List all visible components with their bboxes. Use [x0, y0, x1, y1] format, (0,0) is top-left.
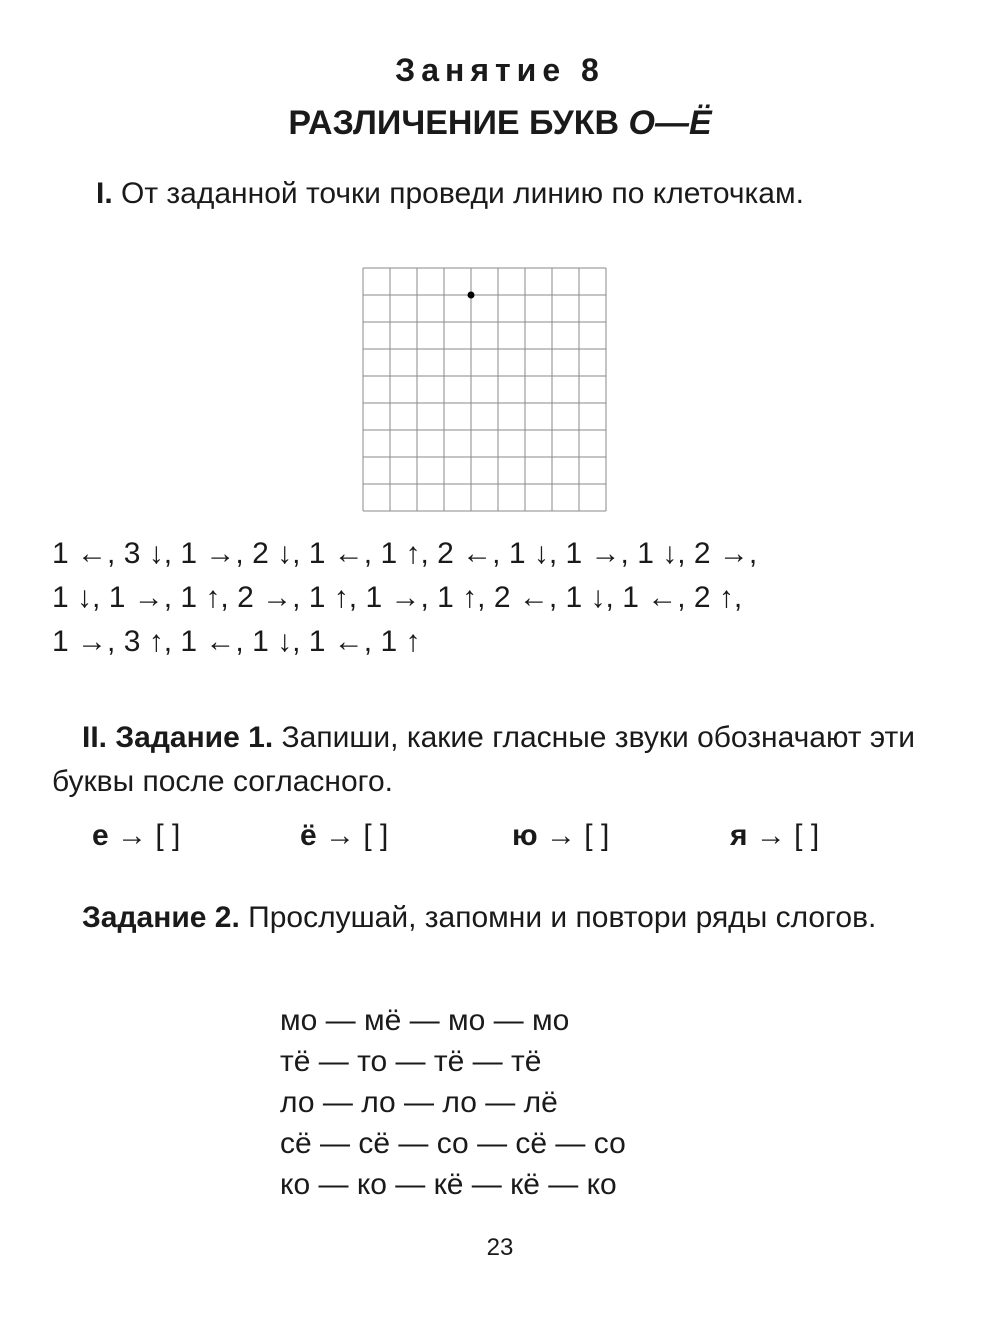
- task-2-2-instruction: [52, 896, 952, 940]
- moves-line: 1 →, 3 ↑, 1 ←, 1 ↓, 1 ←, 1 ↑: [52, 625, 421, 658]
- vowel-letter: ю: [512, 819, 538, 852]
- vowel-letter: я: [730, 819, 748, 852]
- start-dot: [468, 292, 475, 299]
- syllable-row: ко — ко — кё — кё — ко: [280, 1168, 617, 1201]
- grid-svg: [362, 267, 607, 512]
- task-1-text: Запиши, какие гласные звуки обозначают эти буквы после согласного.: [52, 721, 916, 798]
- page-number: 23: [486, 1234, 514, 1261]
- vowel-blank: → [ ]: [537, 819, 610, 852]
- syllable-rows: [280, 1000, 626, 1205]
- section-1-number: I.: [96, 177, 113, 210]
- syllable-row: сё — сё — со — сё — со: [280, 1127, 626, 1160]
- task-2-text: Прослушай, запомни и повтори ряды слогов.: [248, 901, 877, 934]
- task-2-1-instruction: [52, 716, 952, 804]
- topic-title: [0, 104, 1000, 143]
- task-1-instruction: [52, 172, 952, 216]
- vowel-blank: → [ ]: [747, 819, 820, 852]
- topic-letters: О—Ё: [628, 104, 712, 142]
- drawing-grid: [362, 267, 607, 517]
- vowel-item-ya[interactable]: [730, 814, 819, 858]
- syllable-row: ло — ло — ло — лё: [280, 1086, 558, 1119]
- syllable-row: мо — мё — мо — мо: [280, 1004, 570, 1037]
- vowel-item-yu[interactable]: [512, 814, 609, 858]
- vowel-letter: е: [92, 819, 109, 852]
- move-instructions: [52, 532, 757, 664]
- vowel-blank: → [ ]: [108, 819, 181, 852]
- topic-prefix: РАЗЛИЧЕНИЕ БУКВ: [288, 104, 629, 142]
- task-1-label: Задание 1.: [115, 721, 274, 754]
- lesson-title: Занятие 8: [395, 52, 605, 88]
- vowel-item-e[interactable]: [92, 814, 180, 858]
- syllable-row: тё — то — тё — тё: [280, 1045, 542, 1078]
- vowel-item-yo[interactable]: [300, 814, 388, 858]
- section-1-text: От заданной точки проведи линию по клеточкам.: [121, 177, 804, 210]
- task-2-label: Задание 2.: [82, 901, 240, 934]
- section-2-number: II.: [82, 721, 108, 754]
- moves-line: 1 ↓, 1 →, 1 ↑, 2 →, 1 ↑, 1 →, 1 ↑, 2 ←, 1 ↓, 1 ←, 2 ↑,: [52, 581, 743, 614]
- moves-line: 1 ←, 3 ↓, 1 →, 2 ↓, 1 ←, 1 ↑, 2 ←, 1 ↓, 1 →, 1 ↓, 2 →,: [52, 537, 758, 570]
- vowel-blank: → [ ]: [316, 819, 389, 852]
- vowel-letter: ё: [300, 819, 317, 852]
